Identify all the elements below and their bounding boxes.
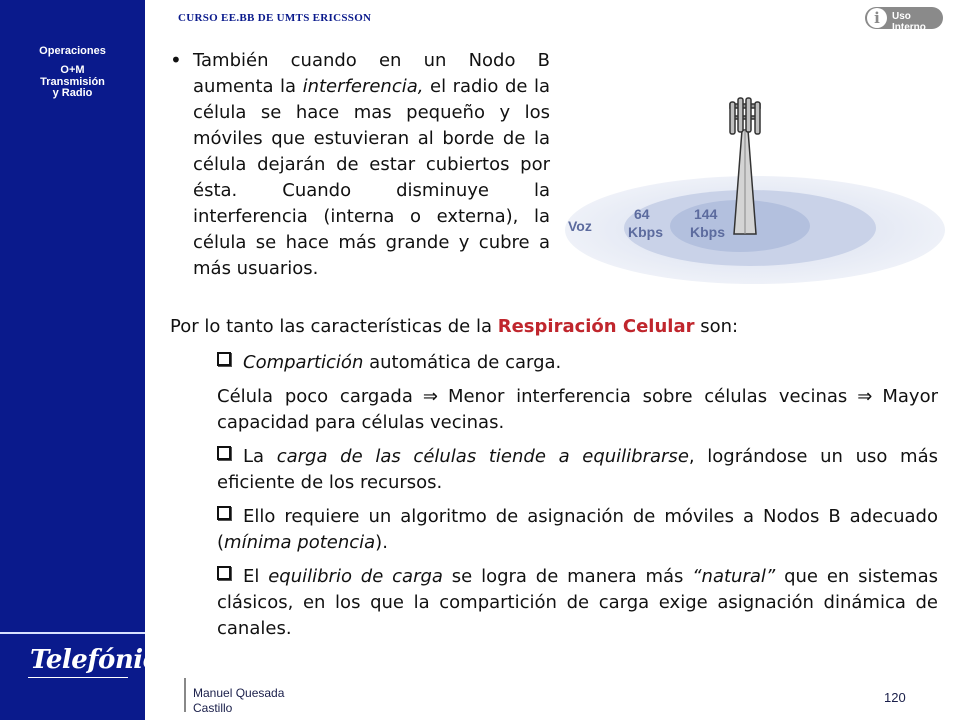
lead-sentence: Por lo tanto las características de la Respiración Celular son:	[170, 316, 739, 337]
logo-underline	[28, 677, 128, 678]
sidebar-line-om: O+M	[60, 64, 85, 76]
list-item-natural: El equilibrio de carga se logra de manera más “natural” que en sistemas clásicos, en los que la compartición de carga exige asignación dinámica de canales.	[217, 566, 938, 639]
course-title: CURSO EE.BB DE UMTS ERICSSON	[178, 12, 372, 24]
telefonica-logo: Telefónica	[30, 645, 175, 675]
implies-arrow-icon: ⇒	[422, 386, 438, 407]
page-number: 120	[884, 690, 906, 705]
square-bullet-icon	[217, 506, 231, 520]
sidebar-divider	[0, 632, 145, 634]
author: Manuel Quesada Castillo	[193, 686, 285, 715]
cell-breathing-figure	[560, 82, 945, 287]
label-64-unit: Kbps	[628, 224, 663, 240]
label-voz: Voz	[568, 218, 592, 234]
label-144-unit: Kbps	[690, 224, 725, 240]
interferencia-emphasis: interferencia,	[302, 76, 424, 97]
sidebar-line-radio: y Radio	[52, 87, 93, 99]
respiracion-celular-highlight: Respiración Celular	[497, 316, 695, 337]
uso-interno-badge	[865, 7, 943, 33]
list-item-celula-poco-cargada: Célula poco cargada ⇒ Menor interferencia sobre células vecinas ⇒ Mayor capacidad para células vecinas.	[217, 386, 938, 433]
square-bullet-icon	[217, 566, 231, 580]
bullet-dot: •	[170, 48, 182, 72]
main-content	[170, 314, 938, 650]
footer-divider	[184, 678, 186, 712]
info-icon: i	[867, 8, 887, 28]
intro-paragraph: También cuando en un Nodo B aumenta la interferencia, el radio de la célula se hace mas pequeño y los móviles que estuvieran al borde de la célula dejarán de estar cubiertos por ésta. Cuando disminuye la interferencia (interna o externa), la célula se hace más grande y cubre a más usuarios.	[193, 50, 550, 279]
sidebar-line-transmision: Transmisión	[40, 76, 105, 88]
badge-label: Uso Interno	[892, 11, 926, 33]
implies-arrow-icon: ⇒	[857, 386, 873, 407]
square-bullet-icon	[217, 446, 231, 460]
label-144: 144	[694, 206, 718, 222]
sidebar-line-operaciones: Operaciones	[39, 45, 106, 57]
sidebar	[0, 0, 175, 720]
list-item-algoritmo: Ello requiere un algoritmo de asignación de móviles a Nodos B adecuado (mínima potencia).	[217, 506, 938, 553]
square-bullet-icon	[217, 352, 231, 366]
list-item-equilibrio: La carga de las células tiende a equilibrarse, lográndose un uso más eficiente de los recursos.	[217, 446, 938, 493]
label-64: 64	[634, 206, 650, 222]
list-item-comparticion: Compartición automática de carga.	[217, 350, 938, 376]
